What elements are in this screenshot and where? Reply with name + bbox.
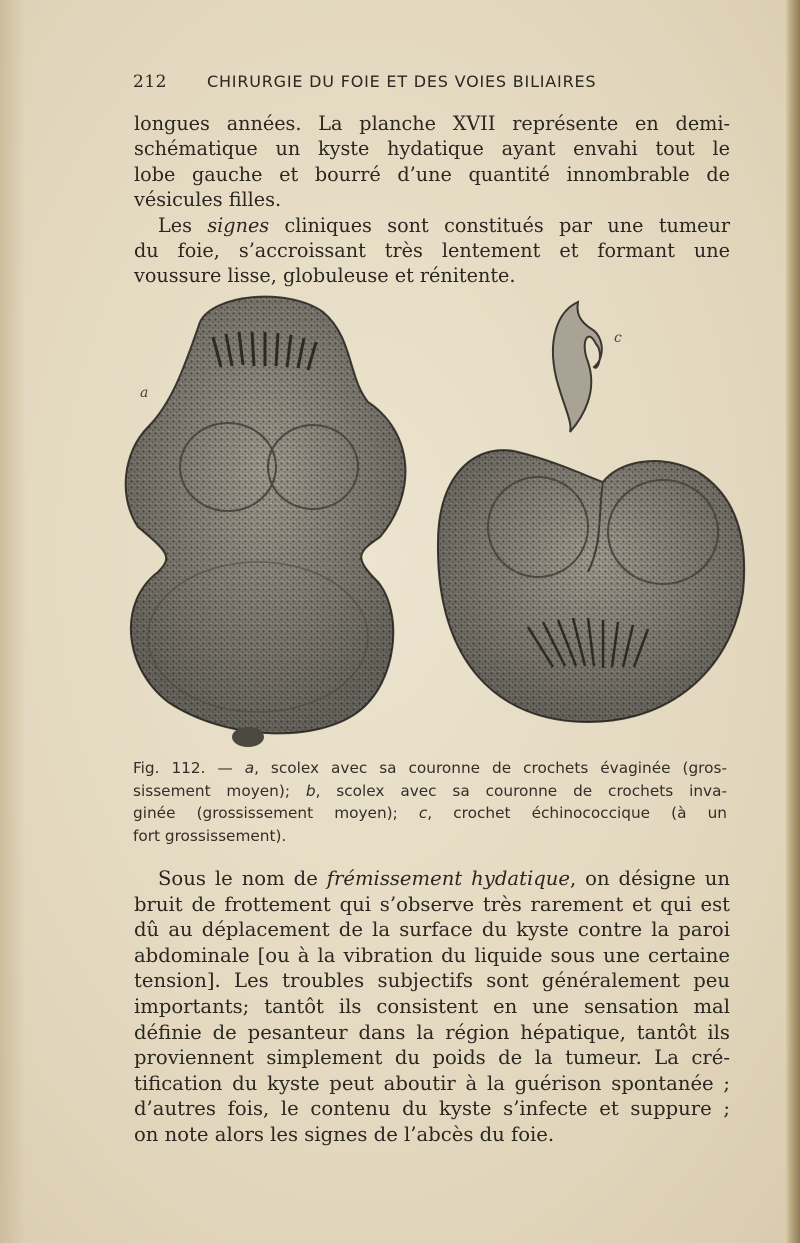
caption-label-c: c <box>418 804 428 823</box>
emphasis-signes: signes <box>207 213 270 237</box>
caption-label-a: a <box>244 759 255 777</box>
text-line: bruit de frottement qui s’observe très rarement et qui est <box>134 892 730 916</box>
text-line <box>134 866 730 892</box>
paragraph-fremissement <box>134 866 730 1148</box>
caption-label-b: b <box>305 781 316 800</box>
figure-112 <box>118 282 748 752</box>
caption-line <box>133 757 727 780</box>
text-run: Les <box>158 213 208 237</box>
caption-line: fort grossissement). <box>133 826 287 845</box>
text-line: tension]. Les troubles subjectifs sont généralement peu <box>134 969 730 993</box>
running-title: CHIRURGIE DU FOIE ET DES VOIES BILIAIRES <box>207 72 597 91</box>
caption-text: , scolex avec sa couronne de crochets inva- <box>315 781 727 800</box>
scolex-invaginated <box>438 450 744 722</box>
text-line: schématique un kyste hydatique ayant envahi tout le <box>134 137 730 161</box>
text-line: vésicules filles. <box>134 188 282 212</box>
text-line: abdominale [ou à la vibration du liquide sous une certaine <box>134 943 730 967</box>
caption-text: , crochet échinococcique (à un <box>427 804 727 823</box>
text-line: tification du kyste peut aboutir à la guérison spontanée ; <box>134 1071 730 1095</box>
caption-text: sissement moyen); <box>133 781 306 800</box>
text-line: voussure lisse, globuleuse et rénitente. <box>134 264 516 288</box>
text-line: définie de pesanteur dans la région hépatique, tantôt ils <box>134 1020 730 1044</box>
paragraph-intro <box>134 111 730 289</box>
page-gutter-shadow <box>0 0 26 1243</box>
caption-text: , scolex avec sa couronne de crochets évaginée (gros- <box>254 759 727 777</box>
page-number: 212 <box>133 72 167 92</box>
page-edge-shadow <box>786 0 800 1243</box>
text-run: Sous le nom de <box>158 867 327 890</box>
text-line: importants; tantôt ils consistent en une sensation mal <box>134 994 730 1018</box>
text-line: du foie, s’accroissant très lentement et formant une <box>134 239 730 263</box>
figure-caption <box>133 757 727 847</box>
hook-echinococcal <box>553 302 602 432</box>
caption-line <box>133 802 727 825</box>
scolex-evaginated <box>126 297 406 747</box>
text-line: dû au déplacement de la surface du kyste contre la paroi <box>134 918 730 942</box>
text-line: longues années. La planche XVII représente en demi- <box>134 112 730 135</box>
text-line <box>134 213 730 238</box>
running-header <box>133 72 743 96</box>
text-line: d’autres fois, le contenu du kyste s’infecte et suppure ; <box>134 1097 730 1121</box>
figure-label-c: c <box>614 330 622 346</box>
figure-label-a: a <box>140 385 149 401</box>
text-line: lobe gauche et bourré d’une quantité innombrable de <box>134 162 730 186</box>
figure-illustration <box>118 282 748 752</box>
text-line: proviennent simplement du poids de la tumeur. La cré- <box>134 1046 730 1070</box>
text-run: cliniques sont constitués par une tumeur <box>269 213 730 237</box>
caption-text: ginée (grossissement moyen); <box>133 804 419 823</box>
emphasis-fremissement: frémissement hydatique <box>326 867 570 890</box>
caption-line <box>133 780 727 803</box>
text-line: on note alors les signes de l’abcès du foie. <box>134 1122 555 1146</box>
caption-prefix: Fig. 112. — <box>133 759 245 777</box>
text-run: , on désigne un <box>569 867 730 890</box>
